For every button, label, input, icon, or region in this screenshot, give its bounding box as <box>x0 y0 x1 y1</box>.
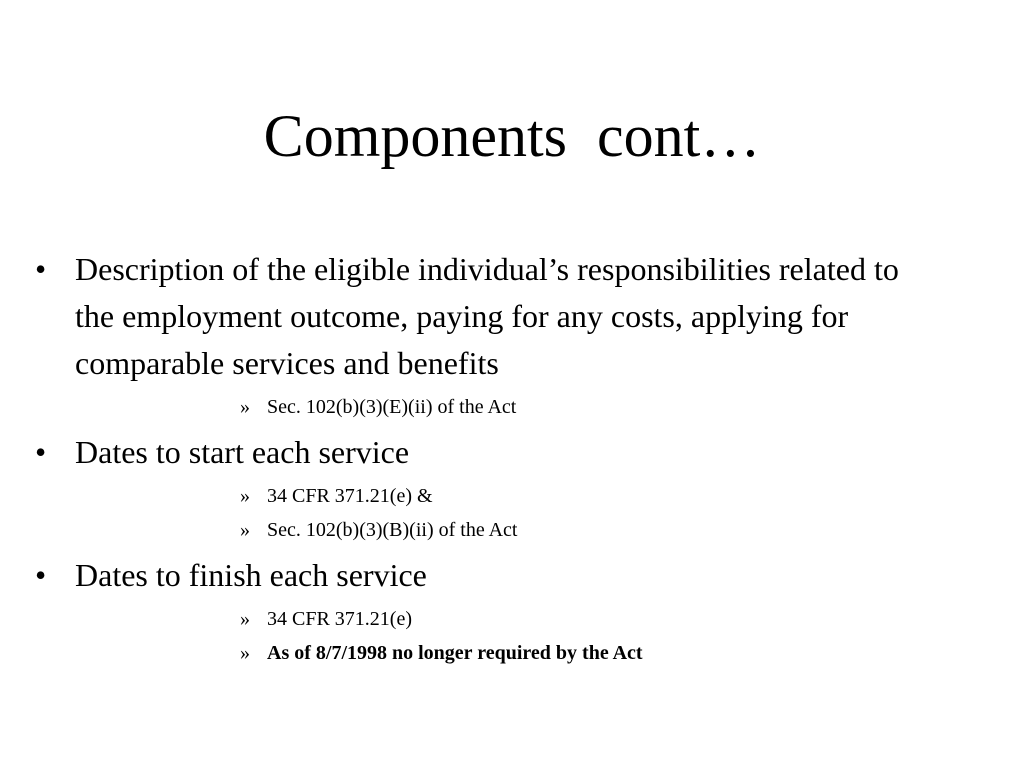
slide-title: Components cont… <box>263 103 761 169</box>
bullet-symbol: • <box>35 251 47 287</box>
bullet-item <box>0 246 1024 387</box>
sub-bullet-text: 34 CFR 371.21(e) <box>267 608 412 630</box>
bullet-text: Dates to finish each service <box>75 557 427 593</box>
bullet-text: Description of the eligible individual’s responsibilities related to the employment outcome, paying for any costs, applying for comparable services and benefits <box>75 251 899 381</box>
bullet-text: Dates to start each service <box>75 434 410 470</box>
sub-bullet-symbol: » <box>240 519 250 541</box>
bullet-symbol: • <box>35 557 47 593</box>
bullet-item <box>0 429 1024 476</box>
sub-bullet-symbol: » <box>240 608 250 630</box>
sub-bullet-item <box>0 393 1024 421</box>
sub-bullet-item <box>0 482 1024 510</box>
slide-body <box>0 246 1024 667</box>
sub-bullet-text: As of 8/7/1998 no longer required by the Act <box>267 642 643 664</box>
sub-bullet-text: Sec. 102(b)(3)(E)(ii) of the Act <box>267 396 517 418</box>
bullet-item <box>0 552 1024 599</box>
sub-bullet-symbol: » <box>240 396 250 418</box>
sub-bullet-symbol: » <box>240 642 250 664</box>
sub-bullet-text: 34 CFR 371.21(e) & <box>267 485 433 507</box>
sub-bullet-symbol: » <box>240 485 250 507</box>
sub-bullet-item <box>0 639 1024 667</box>
sub-bullet-item <box>0 516 1024 544</box>
sub-bullet-text: Sec. 102(b)(3)(B)(ii) of the Act <box>267 519 518 541</box>
sub-bullet-item <box>0 605 1024 633</box>
bullet-symbol: • <box>35 434 47 470</box>
